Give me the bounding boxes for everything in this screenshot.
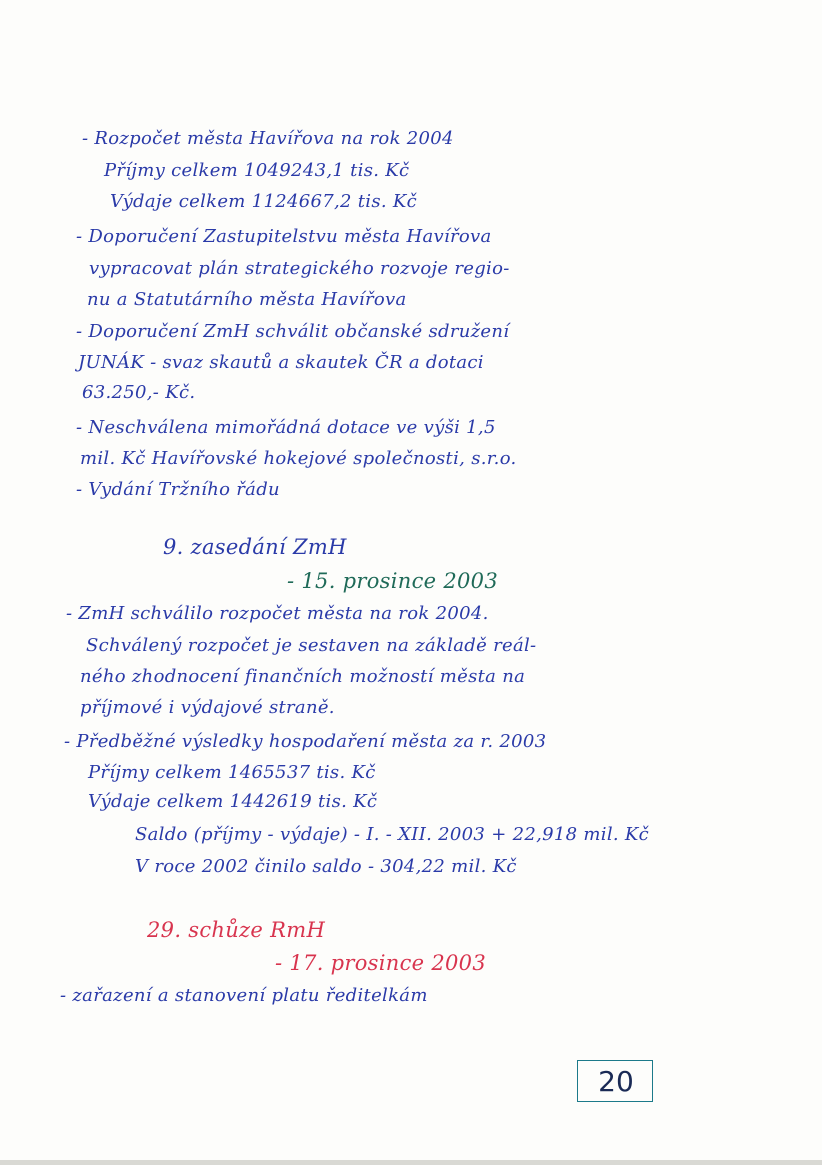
section3-line-1: - zařazení a stanovení platu ředitelkám: [60, 985, 428, 1006]
section2-expenses: Výdaje celkem 1442619 tis. Kč: [88, 791, 378, 812]
section2-title: 9. zasedání ZmH: [163, 535, 347, 559]
budget-expenses: Výdaje celkem 1124667,2 tis. Kč: [110, 191, 418, 212]
section2-line-2: Schválený rozpočet je sestaven na základě reál-: [86, 635, 537, 656]
recommendation-line-1: - Doporučení Zastupitelstvu města Havířova: [76, 226, 492, 247]
section2-date: - 15. prosince 2003: [287, 569, 498, 593]
section2-line-5: - Předběžné výsledky hospodaření města za r. 2003: [64, 731, 547, 752]
section2-line-4: příjmové i výdajové straně.: [80, 697, 335, 718]
junak-line-1: - Doporučení ZmH schválit občanské sdružení: [76, 321, 510, 342]
section2-income: Příjmy celkem 1465537 tis. Kč: [88, 762, 376, 783]
junak-line-2: JUNÁK - svaz skautů a skautek ČR a dotaci: [78, 352, 484, 373]
hockey-line-1: - Neschválena mimořádná dotace ve výši 1,5: [76, 417, 496, 438]
market-rules: - Vydání Tržního řádu: [76, 479, 280, 500]
budget-income: Příjmy celkem 1049243,1 tis. Kč: [104, 160, 410, 181]
recommendation-line-2: vypracovat plán strategického rozvoje regio-: [89, 258, 510, 279]
hockey-line-2: mil. Kč Havířovské hokejové společnosti, s.r.o.: [80, 448, 517, 469]
section2-line-3: ného zhodnocení finančních možností města na: [80, 666, 526, 687]
recommendation-line-3: nu a Statutárního města Havířova: [87, 289, 407, 310]
section2-saldo-2002: V roce 2002 činilo saldo - 304,22 mil. Kč: [135, 856, 517, 877]
section2-saldo: Saldo (příjmy - výdaje) - I. - XII. 2003 + 22,918 mil. Kč: [135, 824, 650, 845]
section3-date: - 17. prosince 2003: [275, 951, 486, 975]
budget-heading: - Rozpočet města Havířova na rok 2004: [82, 128, 454, 149]
page-number-box: [577, 1060, 653, 1102]
page-number: 20: [598, 1065, 634, 1098]
scan-bottom-edge: [0, 1160, 822, 1165]
section2-line-1: - ZmH schválilo rozpočet města na rok 2004.: [66, 603, 489, 624]
section3-title: 29. schůze RmH: [147, 918, 326, 942]
junak-amount: 63.250,- Kč.: [82, 382, 196, 403]
